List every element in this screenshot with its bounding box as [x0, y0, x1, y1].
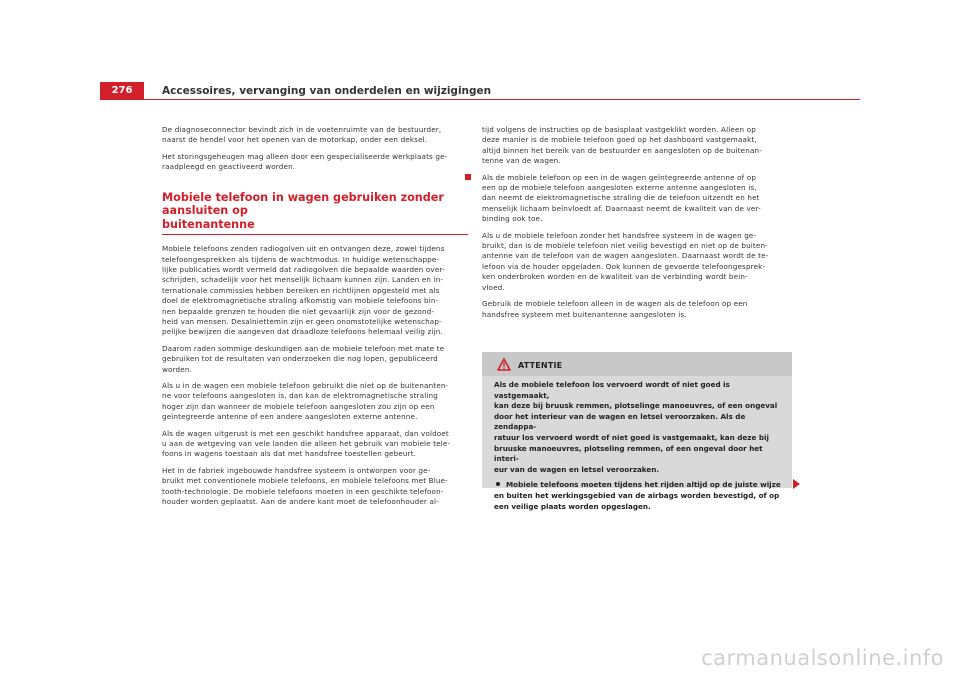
continue-arrow-icon — [793, 479, 800, 489]
body-paragraph-1: Mobiele telefoons zenden radiogolven uit en ontvangen deze, zowel tijdens telefoongesprekken als tijdens de wachtmodus. In huidige wetenschappe- lijke publicaties wordt vermeld dat radiogolven die bepaalde waarden over- schrijden, schadelijk voor het menselijk lichaam kunnen zijn. Landen en in- ternationale commissies hebben bereiken en richtlijnen opgesteld met als doel de elektromagnetische straling afkomstig van mobiele telefoons bin- nen bepaalde grenzen te houden die niet gevaarlijk zijn voor de gezond- heid van mensen. Desalniettemin zijn er geen onomstotelijke wetenschap- pelijke bewijzen die aangeven dat draadloze telefoons helemaal veilig zijn. — [162, 244, 445, 337]
page-header-title: Accessoires, vervanging van onderdelen en wijzigingen — [162, 85, 492, 97]
warning-bullet — [494, 480, 784, 512]
right-paragraph-2: Als de mobiele telefoon op een in de wagen geïntegreerde antenne of op een op de mobiele telefoon aangesloten externe antenne aangesloten is, dan neemt de elektromagnetische straling die de telefoon uitzendt en het menselijk lichaam beïnvloedt af. Daarnaast neemt de kwaliteit van de ver- binding ook toe. — [482, 172, 761, 224]
bullet-icon — [496, 482, 500, 486]
section-heading: Mobiele telefoon in wagen gebruiken zonder aansluiten op buitenantenne — [162, 190, 444, 231]
warning-body — [494, 380, 784, 517]
warning-title: ATTENTIE — [518, 361, 563, 370]
warning-paragraph: Als de mobiele telefoon los vervoerd wordt of niet goed is vastgemaakt, kan deze bij bruusk remmen, plotselinge manoeuvres, of een ongeval door het interieur van de wagen en letsel veroorzaken. Als de zendappa- ratuur los vervoerd wordt of niet goed is vastgemaakt, kan deze bij bruuske manoeuvres, plotseling remmen, of een ongeval door het interi- eur van de wagen en letsel veroorzaken. — [494, 380, 778, 474]
watermark: carmanualsonline.info — [701, 646, 944, 670]
intro-paragraph-1: De diagnoseconnector bevindt zich in de voetenruimte van de bestuurder, naarst de hendel voor het openen van de motorkap, onder een deksel. — [162, 125, 442, 145]
header-rule — [144, 99, 860, 100]
right-paragraph-4: Gebruik de mobiele telefoon alleen in de wagen als de telefoon op een handsfree systeem met buitenantenne aangesloten is. — [482, 299, 748, 319]
right-column — [482, 125, 792, 326]
intro-paragraph-2: Het storingsgeheugen mag alleen door een gespecialiseerde werkplaats ge- raadpleegd en geactiveerd worden. — [162, 151, 448, 172]
body-paragraph-5: Het in de fabriek ingebouwde handsfree systeem is ontworpen voor ge- bruikt met conventionele mobiele telefoons, en mobiele telefoons met Blue- tooth-technologie. De mobiele telefoons moeten in een geschikte telefoon- houder worden geplaatst. Aan de andere kant moet de telefoonhouder al- — [162, 465, 448, 507]
body-paragraph-2: Daarom raden sommige deskundigen aan de mobiele telefoon met mate te gebruiken tot de resultaten van onderzoeken die nog lopen, gepubliceerd worden. — [162, 343, 445, 374]
warning-triangle-icon — [497, 358, 511, 371]
warning-bullet-text: Mobiele telefoons moeten tijdens het rijden altijd op de juiste wijze en buiten het werkingsgebied van de airbags worden bevestigd, of op een veilige plaats worden opgeslagen. — [494, 480, 781, 511]
section-heading-rule — [162, 234, 468, 235]
right-paragraph-1: tijd volgens de instructies op de basisplaat vastgeklikt worden. Alleen op deze manier is de mobiele telefoon goed op het dashboard vastgemaakt, altijd binnen het bereik van de bestuurder en aangesloten op de buitenan- tenne van de wagen. — [482, 125, 762, 166]
left-column — [162, 125, 468, 513]
body-paragraph-4: Als de wagen uitgerust is met een geschikt handsfree apparaat, dan voldoet u aan de wetgeving van vele landen die alleen het gebruik van mobiele tele- foons in wagens toestaan als dat met handsfree toestellen gebeurt. — [162, 428, 451, 459]
page-number: 276 — [100, 82, 144, 100]
right-paragraph-3: Als u de mobiele telefoon zonder het handsfree systeem in de wagen ge- bruikt, dan is de mobiele telefoon niet veilig bevestigd en niet op de buiten- antenne van de telefoon van de wagen aangesloten. Daarnaast wordt de te- lefoon via de houder opgeladen. Ook kunnen de gevoerde telefoongesprek- ken onderbroken worden en de kwaliteit van de verbinding wordt bein- vloed. — [482, 230, 769, 292]
body-paragraph-3: Als u in de wagen een mobiele telefoon gebruikt die niet op de buitenanten- ne voor telefoons aangesloten is, dan kan de elektromagnetische straling hoger zijn dan wanneer de mobiele telefoon aangesloten zou zijn op een geïntegreerde antenne of een andere aangesloten externe antenne. — [162, 381, 449, 422]
section-end-square-icon — [465, 174, 471, 180]
